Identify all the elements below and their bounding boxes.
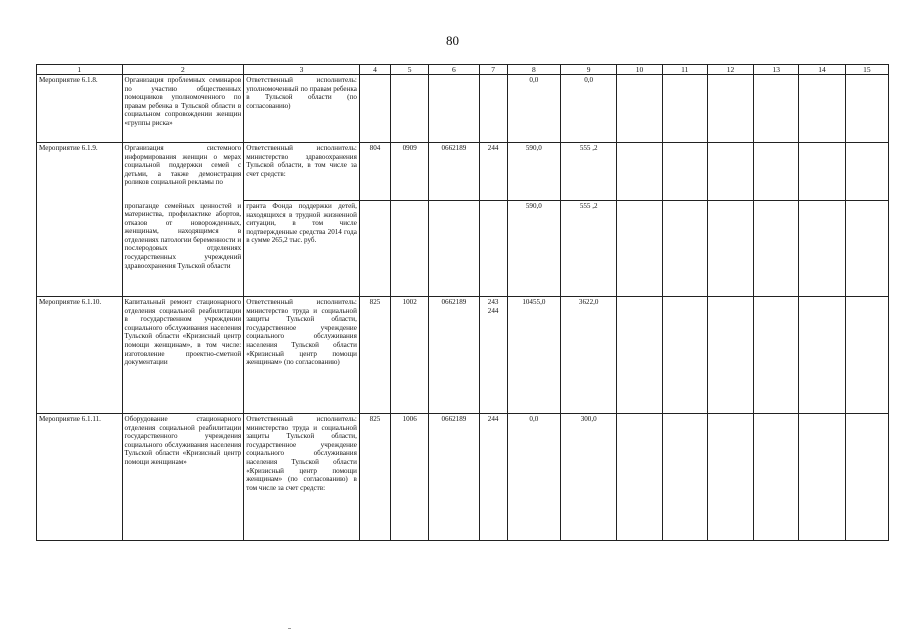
cell-col4 xyxy=(359,75,390,143)
program-activities-table xyxy=(36,64,889,541)
cell-col6 xyxy=(429,75,479,143)
cell-col6: 0662189 xyxy=(429,414,479,541)
activity-name: Капитальный ремонт стационарного отделения социальной реабилитации в государственном учреждении социального обслуживания населения Тульской области «Кризисный центр помощи женщинам», в том числе: изготовление проектно-сметной документации xyxy=(122,297,244,414)
activity-name: Организация проблемных семинаров по участию общественных помощников уполномоченного по правам ребенка в Тульской области в социальном сопровождении женщин «группы риска» xyxy=(122,75,244,143)
cell-col7: 244 xyxy=(479,143,507,201)
cell-col5 xyxy=(391,75,429,143)
cell-col5: 1006 xyxy=(391,414,429,541)
cell-col4: 825 xyxy=(359,414,390,541)
col-header: 15 xyxy=(845,65,888,75)
cell-col9: 300,0 xyxy=(561,414,617,541)
activity-executor: Ответственный исполнитель: министерство труда и социальной защиты Тульской области, государственное учреждение социального обслуживания населения Тульской области «Кризисный центр помощи женщинам» (по согласованию) xyxy=(244,297,360,414)
activity-executor: Ответственный исполнитель: уполномоченный по правам ребенка в Тульской области (по согласованию) xyxy=(244,75,360,143)
table-row xyxy=(37,414,889,541)
activity-id: Мероприятие 6.1.9. xyxy=(37,143,123,297)
activity-name-part1: Организация системного информирования женщин о мерах социальной поддержки семей с детьми, а также демонстрация роликов социальной рекламы по xyxy=(122,143,244,201)
cell-col9: 555 ,2 xyxy=(561,143,617,201)
cell-col6: 0662189 xyxy=(429,297,479,414)
activity-name-part2: пропаганде семейных ценностей и материнства, профилактике абортов, отказов от новорожденных, женщинам, находящимся в отделениях патологии беременности и послеродовых отделениях государственных учреждений здравоохранения Тульской области xyxy=(122,201,244,297)
activity-executor-part2: гранта Фонда поддержки детей, находящихся в трудной жизненной ситуации, в том числе подтвержденные средства 2014 года в сумме 265,2 тыс. руб. xyxy=(244,201,360,297)
activity-executor: Ответственный исполнитель: министерство труда и социальной защиты Тульской области, государственное учреждение социального обслуживания населения Тульской области «Кризисный центр помощи женщинам» (по согласованию) в том числе за счет средств: xyxy=(244,414,360,541)
table-row xyxy=(37,201,889,297)
table-row xyxy=(37,75,889,143)
cell-col9: 0,0 xyxy=(561,75,617,143)
col-header: 10 xyxy=(617,65,662,75)
col-header: 1 xyxy=(37,65,123,75)
cell-col7: 244 xyxy=(479,414,507,541)
col-header: 12 xyxy=(707,65,753,75)
col-header: 6 xyxy=(429,65,479,75)
col-header: 9 xyxy=(561,65,617,75)
page-number: 80 xyxy=(446,33,459,48)
table-row xyxy=(37,143,889,201)
cell-col8: 0,0 xyxy=(507,414,560,541)
cell-col4: 825 xyxy=(359,297,390,414)
col-header: 3 xyxy=(244,65,360,75)
activity-id: Мероприятие 6.1.8. xyxy=(37,75,123,143)
col-header: 4 xyxy=(359,65,390,75)
col-header: 8 xyxy=(507,65,560,75)
col-header: 5 xyxy=(391,65,429,75)
activity-name: Оборудование стационарного отделения социальной реабилитации государственного учреждения социального обслуживания населения Тульской области «Кризисный центр помощи женщинам» xyxy=(122,414,244,541)
col-header: 7 xyxy=(479,65,507,75)
cell-col6: 0662189 xyxy=(429,143,479,201)
cell-col8: 590,0 xyxy=(507,201,560,297)
activity-executor-part1: Ответственный исполнитель: министерство здравоохранения Тульской области, в том числе за счет средств: xyxy=(244,143,360,201)
cell-col7 xyxy=(479,75,507,143)
activity-id: Мероприятие 6.1.11. xyxy=(37,414,123,541)
cell-col8: 10455,0 xyxy=(507,297,560,414)
col-header: 2 xyxy=(122,65,244,75)
col-header: 14 xyxy=(799,65,845,75)
cell-col9: 3622,0 xyxy=(561,297,617,414)
activity-id: Мероприятие 6.1.10. xyxy=(37,297,123,414)
cell-col8: 0,0 xyxy=(507,75,560,143)
table-row xyxy=(37,297,889,414)
cell-col4: 804 xyxy=(359,143,390,201)
scan-mark xyxy=(288,628,291,629)
cell-col9: 555 ,2 xyxy=(561,201,617,297)
cell-col5: 0909 xyxy=(391,143,429,201)
cell-col5: 1002 xyxy=(391,297,429,414)
cell-col7: 243 244 xyxy=(479,297,507,414)
col-header: 11 xyxy=(662,65,707,75)
cell-col8: 590,0 xyxy=(507,143,560,201)
col-header: 13 xyxy=(754,65,799,75)
column-number-row xyxy=(37,65,889,75)
